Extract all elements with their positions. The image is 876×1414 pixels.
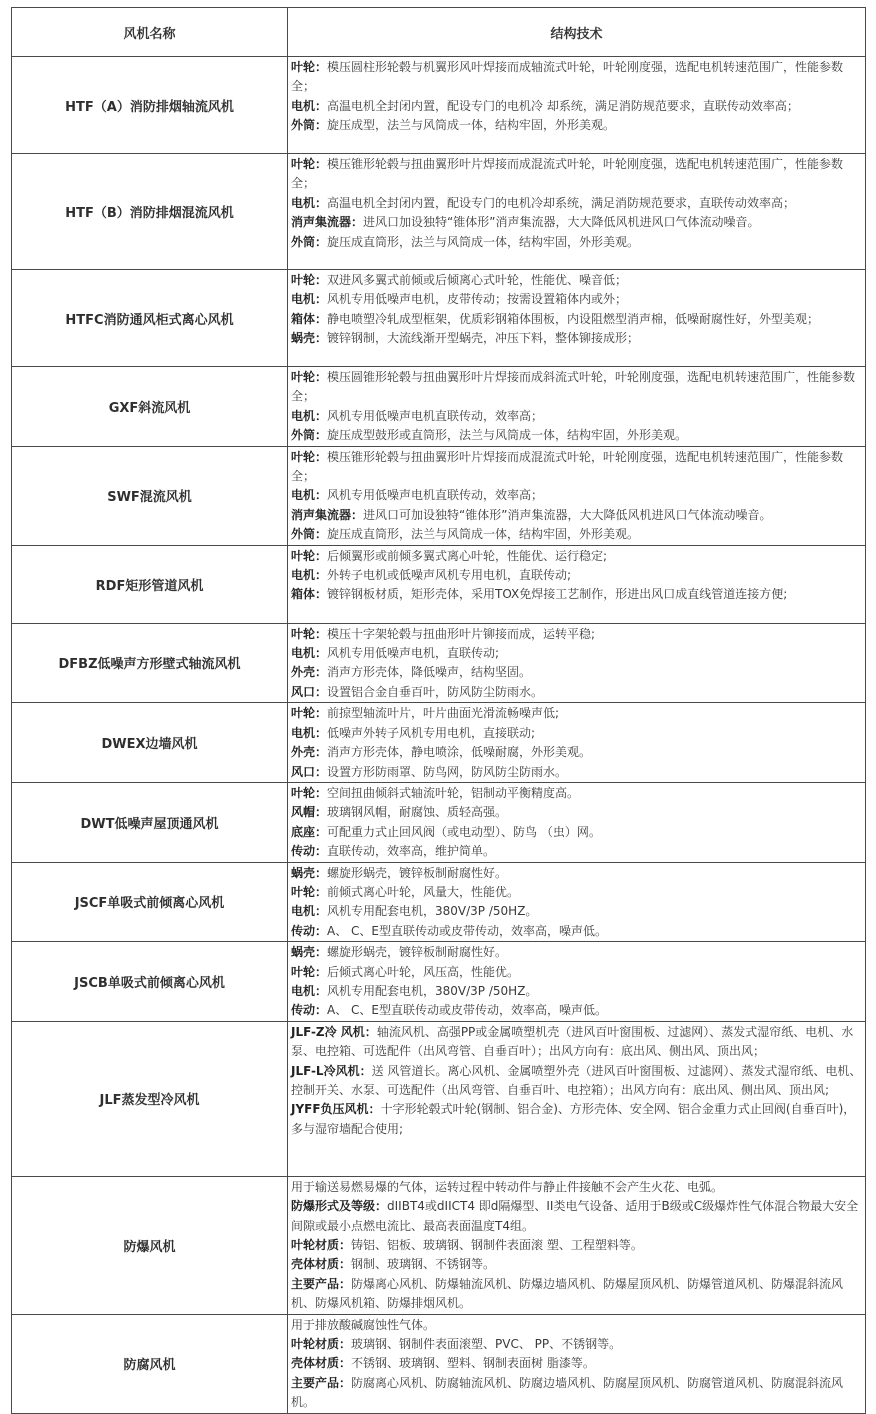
table-row: [12, 1021, 866, 1176]
header-fan-name: 风机名称: [12, 8, 288, 57]
spec-line: [291, 743, 863, 762]
spec-label: 风帽：: [291, 805, 328, 820]
fan-name-cell: JSCB单吸式前倾离心风机: [12, 942, 288, 1022]
spec-text: A、 C、E型直联传动或皮带传动，效率高，噪声低。: [327, 923, 608, 938]
table-row: [12, 446, 866, 545]
spec-label: 叶轮：: [291, 884, 328, 899]
spec-label: 蜗壳：: [291, 865, 328, 880]
spec-text: 后倾式离心叶轮，风压高，性能优。: [327, 964, 520, 979]
spec-line: [291, 213, 863, 232]
spec-line: [291, 426, 863, 445]
spec-label: 叶轮：: [291, 60, 328, 74]
spec-text: 风机专用低噪声电机直联传动，效率高；: [327, 488, 544, 503]
spec-line: [291, 1001, 863, 1020]
spec-line: [291, 724, 863, 743]
spec-text: 十字形轮毂式叶轮(钢制、铝合金)、方形壳体、安全网、铝合金重力式止回阀(自垂百叶)，多与湿帘墙配合使用;: [291, 1102, 856, 1136]
spec-label: 电机：: [291, 904, 328, 919]
structure-tech-cell: [288, 446, 866, 545]
spec-line: [291, 448, 863, 487]
spec-line: [291, 407, 863, 426]
spec-label: 箱体：: [291, 587, 328, 602]
spec-label: 风口：: [291, 764, 328, 779]
spec-label: 叶轮材质：: [291, 1238, 352, 1252]
spec-text: dIIBT4或dIICT4 即d隔爆型、II类电气设备、适用于B级或C级爆炸性气体混合物最大安全间隙或最小点燃电流比、最高表面温度T4组。: [291, 1199, 859, 1233]
spec-line: [291, 290, 863, 309]
spec-text: 静电喷塑冷轧成型框架，优质彩钢箱体围板，内设阻燃型消声棉，低噪耐腐性好，外型美观；: [327, 311, 820, 326]
spec-line: [291, 310, 863, 329]
spec-text: 不锈钢、玻璃钢、塑料、钢制表面树 脂漆等。: [351, 1356, 595, 1371]
spec-label: 电机：: [291, 725, 328, 740]
spec-label: 底座：: [291, 824, 328, 839]
spec-label: 传动：: [291, 1003, 328, 1018]
spec-text: 防爆离心风机、防爆轴流风机、防爆边墙风机、防爆屋顶风机、防爆管道风机、防爆混斜流风机、防爆风机箱、防爆排烟风机。: [291, 1276, 844, 1311]
spec-line: [291, 1062, 863, 1101]
spec-text: 可配重力式止回风阀（或电动型）、防鸟 （虫）网。: [327, 824, 601, 839]
spec-line: [291, 784, 863, 803]
spec-text: 直联传动，效率高，维护简单。: [327, 844, 496, 859]
spec-text: 双进风多翼式前倾或后倾离心式叶轮，性能优、噪音低；: [327, 273, 628, 287]
spec-text: 旋压成直筒形，法兰与风筒成一体，结构牢固，外形美观。: [327, 234, 640, 249]
spec-text: 旋压成直筒形，法兰与风筒成一体，结构牢固，外形美观。: [327, 527, 640, 542]
spec-line: [291, 922, 863, 941]
spec-text: 设置方形防雨罩、防鸟网，防风防尘防雨水。: [327, 764, 568, 779]
table-row: [12, 782, 866, 862]
spec-label: 主要产品：: [291, 1375, 352, 1390]
spec-text: 高温电机全封闭内置，配设专门的电机冷却系统，满足消防规范要求，直联传动效率高；: [327, 195, 796, 210]
spec-text: 空间扭曲倾斜式轴流叶轮，铝制动平衡精度高。: [327, 785, 580, 800]
table-row: [12, 367, 866, 447]
spec-line: [291, 1197, 863, 1236]
spec-line: [291, 803, 863, 822]
spec-text: 钢制、玻璃钢、不锈钢等。: [351, 1257, 496, 1272]
spec-line: [291, 1255, 863, 1274]
fan-name-cell: RDF矩形管道风机: [12, 545, 288, 623]
spec-text: 镀锌钢板材质，矩形壳体，采用TOX免焊接工艺制作，形进出风口成直线管道连接方便;: [327, 587, 788, 602]
spec-text: 玻璃钢、钢制件表面滚塑、PVC、 PP、不锈钢等。: [351, 1337, 622, 1352]
spec-line: [291, 585, 863, 604]
spec-text: 轴流风机、高强PP或金属喷塑机壳（进风百叶窗围板、过滤网）、蒸发式湿帘纸、电机、水泵、电控箱、可选配件（出风弯管、自垂百叶）；出风方向有：底出风、侧出风、顶出风；: [291, 1024, 854, 1059]
spec-line: [291, 1100, 863, 1139]
spec-line: [291, 486, 863, 505]
spec-line: [291, 1354, 863, 1373]
spec-line: [291, 883, 863, 902]
spec-label: 外筒：: [291, 234, 328, 249]
spec-line: [291, 1275, 863, 1314]
spec-label: 叶轮：: [291, 548, 328, 563]
spec-text: 螺旋形蜗壳，镀锌板制耐腐性好。: [327, 945, 508, 960]
spec-label: 电机：: [291, 195, 328, 210]
fan-name-cell: HTF（A）消防排烟轴流风机: [12, 57, 288, 154]
spec-text: 用于排放酸碱腐蚀性气体。: [291, 1317, 436, 1332]
spec-label: 壳体材质：: [291, 1356, 352, 1371]
spec-label: 外筒：: [291, 118, 328, 133]
spec-text: 风机专用低噪声电机直联传动，效率高；: [327, 408, 544, 423]
header-structure-tech: 结构技术: [288, 8, 866, 57]
spec-text: 低噪声外转子风机专用电机，直接联动;: [327, 725, 536, 740]
table-row: [12, 703, 866, 783]
table-row: [12, 270, 866, 367]
spec-line: [291, 683, 863, 702]
spec-line: [291, 1374, 863, 1413]
spec-line: [291, 663, 863, 682]
spec-line: [291, 155, 863, 194]
spec-label: 叶轮：: [291, 449, 328, 464]
spec-line: [291, 1178, 863, 1197]
fan-name-cell: DWT低噪声屋顶通风机: [12, 782, 288, 862]
fan-name-cell: 防腐风机: [12, 1314, 288, 1413]
spec-label: 外壳：: [291, 745, 328, 760]
spec-label: 电机：: [291, 488, 328, 503]
spec-text: 送 风管道长。离心风机、金属喷塑外壳（进风百叶窗围板、过滤网）、蒸发式湿帘纸、电机、控制开关、水泵、可选配件（出风弯管、自垂百叶、电控箱）；出风方向有：底出风、侧出风、顶出风;: [291, 1063, 862, 1097]
spec-text: 前掠型轴流叶片，叶片曲面光滑流畅噪声低;: [327, 706, 560, 721]
structure-tech-cell: [288, 782, 866, 862]
spec-label: 蜗壳：: [291, 945, 328, 960]
table-row: [12, 57, 866, 154]
fan-name-cell: JSCF单吸式前倾离心风机: [12, 862, 288, 942]
structure-tech-cell: [288, 154, 866, 270]
spec-label: 叶轮：: [291, 157, 328, 171]
spec-label: 电机：: [291, 568, 328, 583]
spec-line: [291, 566, 863, 585]
spec-text: 旋压成型，法兰与风筒成一体，结构牢固，外形美观。: [327, 118, 616, 133]
spec-label: 外壳：: [291, 665, 328, 680]
fan-name-cell: HTFC消防通风柜式离心风机: [12, 270, 288, 367]
spec-label: 叶轮材质：: [291, 1337, 352, 1352]
spec-label: JLF-L冷风机：: [291, 1063, 372, 1078]
spec-label: 消声集流器：: [291, 507, 364, 522]
spec-line: [291, 368, 863, 407]
spec-label: 电机：: [291, 646, 328, 661]
spec-line: [291, 271, 863, 290]
spec-label: 传动：: [291, 923, 328, 938]
spec-text: 铸铝、铝板、玻璃钢、钢制件表面滚 塑、工程塑料等。: [351, 1238, 643, 1252]
spec-line: [291, 963, 863, 982]
spec-line: [291, 902, 863, 921]
spec-text: 模压十字架轮毂与扭曲形叶片铆接而成，运转平稳;: [327, 626, 596, 641]
spec-label: 叶轮：: [291, 706, 328, 721]
spec-text: 消声方形壳体，静电喷涂，低噪耐腐，外形美观。: [327, 745, 592, 760]
spec-line: [291, 506, 863, 525]
spec-line: [291, 547, 863, 566]
spec-text: 模压圆锥形轮毂与扭曲翼形叶片焊接而成斜流式叶轮，叶轮刚度强，选配电机转速范围广，性能参数全；: [291, 370, 856, 404]
spec-line: [291, 233, 863, 252]
spec-line: [291, 329, 863, 348]
structure-tech-cell: [288, 1021, 866, 1176]
spec-label: 防爆形式及等级：: [291, 1199, 388, 1214]
spec-line: [291, 58, 863, 97]
spec-line: [291, 1316, 863, 1335]
spec-line: [291, 982, 863, 1001]
spec-text: 前倾式离心叶轮，风量大，性能优。: [327, 884, 520, 899]
fan-name-cell: SWF混流风机: [12, 446, 288, 545]
spec-text: 防腐离心风机、防腐轴流风机、防腐边墙风机、防腐屋顶风机、防腐管道风机、防腐混斜流风机。: [291, 1375, 844, 1410]
spec-text: 旋压成型鼓形或直筒形，法兰与风筒成一体，结构牢固，外形美观。: [327, 428, 688, 443]
spec-text: 风机专用配套电机，380V/3P /50HZ。: [327, 983, 538, 998]
spec-text: 镀锌钢制，大流线渐开型蜗壳，冲压下料，整体铆接成形；: [327, 331, 640, 346]
spec-label: 电机：: [291, 408, 328, 423]
spec-label: 风口：: [291, 684, 328, 699]
header-row: [12, 8, 866, 57]
spec-text: A、 C、E型直联传动或皮带传动，效率高，噪声低。: [327, 1003, 608, 1018]
structure-tech-cell: [288, 623, 866, 703]
spec-label: 壳体材质：: [291, 1257, 352, 1272]
spec-label: 电机：: [291, 983, 328, 998]
spec-line: [291, 823, 863, 842]
fan-name-cell: GXF斜流风机: [12, 367, 288, 447]
spec-label: 外筒：: [291, 428, 328, 443]
spec-label: 电机：: [291, 98, 328, 113]
spec-line: [291, 943, 863, 962]
spec-line: [291, 1023, 863, 1062]
structure-tech-cell: [288, 367, 866, 447]
spec-label: 叶轮：: [291, 370, 328, 384]
spec-label: 叶轮：: [291, 964, 328, 979]
spec-line: [291, 763, 863, 782]
table-row: [12, 545, 866, 623]
table-row: [12, 1176, 866, 1314]
spec-text: 玻璃钢风帽，耐腐蚀、质轻高强。: [327, 805, 508, 820]
spec-line: [291, 116, 863, 135]
spec-line: [291, 97, 863, 116]
spec-text: 模压锥形轮毂与扭曲翼形叶片焊接而成混流式叶轮，叶轮刚度强，选配电机转速范围广，性能参数全；: [291, 157, 844, 191]
spec-text: 风机专用配套电机，380V/3P /50HZ。: [327, 904, 538, 919]
spec-text: 进风口可加设独特“锥体形”消声集流器，大大降低风机进风口气体流动噪音。: [363, 507, 772, 522]
spec-line: [291, 1236, 863, 1255]
spec-line: [291, 644, 863, 663]
spec-text: 模压锥形轮毂与扭曲翼形叶片焊接而成混流式叶轮，叶轮刚度强，选配电机转速范围广，性能参数全；: [291, 449, 844, 484]
spec-label: 传动：: [291, 844, 328, 859]
fan-name-cell: DFBZ低噪声方形壁式轴流风机: [12, 623, 288, 703]
structure-tech-cell: [288, 942, 866, 1022]
structure-tech-cell: [288, 545, 866, 623]
spec-label: 叶轮：: [291, 626, 328, 641]
fan-name-cell: JLF蒸发型冷风机: [12, 1021, 288, 1176]
spec-line: [291, 842, 863, 861]
spec-label: 蜗壳：: [291, 331, 328, 346]
spec-label: 消声集流器：: [291, 215, 364, 230]
table-row: [12, 1314, 866, 1413]
spec-label: 箱体：: [291, 311, 328, 326]
table-row: [12, 623, 866, 703]
spec-label: 电机：: [291, 292, 328, 307]
spec-line: [291, 194, 863, 213]
spec-text: 设置铝合金自垂百叶，防风防尘防雨水。: [327, 684, 544, 699]
structure-tech-cell: [288, 703, 866, 783]
table-row: [12, 154, 866, 270]
spec-text: 外转子电机或低噪声风机专用电机，直联传动;: [327, 568, 572, 583]
fan-name-cell: 防爆风机: [12, 1176, 288, 1314]
fan-spec-table: [11, 7, 866, 1414]
structure-tech-cell: [288, 1176, 866, 1314]
spec-text: 螺旋形蜗壳，镀锌板制耐腐性好。: [327, 865, 508, 880]
spec-line: [291, 1335, 863, 1354]
spec-label: 叶轮：: [291, 785, 328, 800]
fan-name-cell: DWEX边墙风机: [12, 703, 288, 783]
spec-text: 风机专用低噪声电机，皮带传动；按需设置箱体内或外；: [327, 292, 628, 307]
spec-label: 外筒：: [291, 527, 328, 542]
spec-label: JYFF负压风机：: [291, 1102, 381, 1117]
spec-text: 高温电机全封闭内置，配设专门的电机冷 却系统，满足消防规范要求，直联传动效率高；: [327, 98, 799, 113]
structure-tech-cell: [288, 1314, 866, 1413]
spec-text: 后倾翼形或前倾多翼式离心叶轮，性能优、运行稳定;: [327, 548, 608, 563]
spec-label: JLF-Z冷 风机：: [291, 1024, 377, 1039]
structure-tech-cell: [288, 270, 866, 367]
spec-line: [291, 864, 863, 883]
spec-text: 用于输送易燃易爆的气体，运转过程中转动件与静止件接触不会产生火花、电弧。: [291, 1179, 724, 1194]
spec-line: [291, 704, 863, 723]
structure-tech-cell: [288, 862, 866, 942]
spec-label: 主要产品：: [291, 1276, 352, 1291]
spec-line: [291, 525, 863, 544]
spec-label: 叶轮：: [291, 273, 328, 287]
spec-text: 消声方形壳体，降低噪声，结构坚固。: [327, 665, 532, 680]
spec-text: 模压圆柱形轮毂与机翼形风叶焊接而成轴流式叶轮，叶轮刚度强，选配电机转速范围广，性能参数全；: [291, 60, 844, 94]
structure-tech-cell: [288, 57, 866, 154]
spec-text: 风机专用低噪声电机，直联传动;: [327, 646, 500, 661]
table-row: [12, 942, 866, 1022]
table-row: [12, 862, 866, 942]
fan-name-cell: HTF（B）消防排烟混流风机: [12, 154, 288, 270]
spec-text: 进风口加设独特“锥体形”消声集流器，大大降低风机进风口气体流动噪音。: [363, 215, 760, 230]
spec-line: [291, 625, 863, 644]
